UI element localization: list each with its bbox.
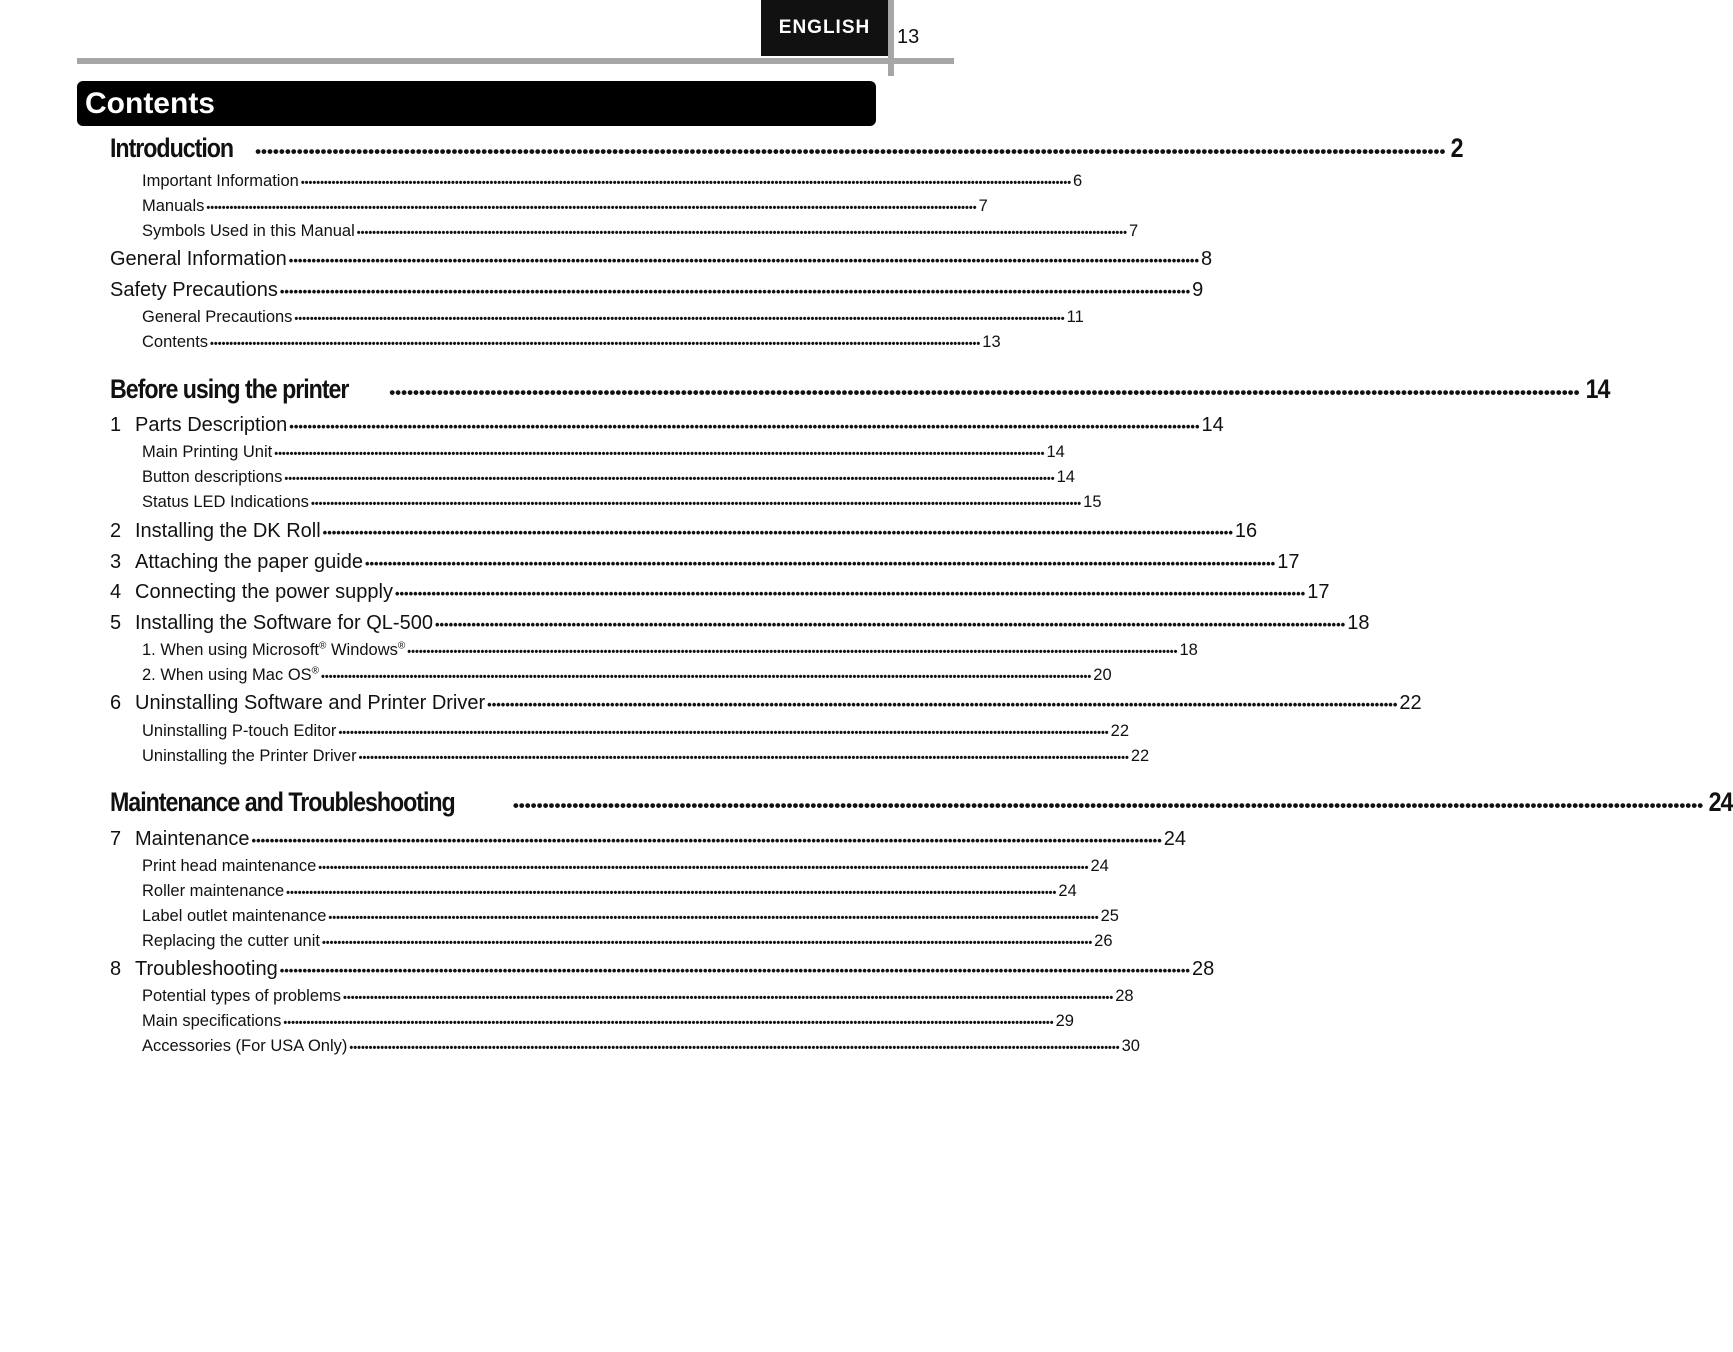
toc-entry-installing-dk-roll[interactable] <box>110 520 1258 544</box>
toc-label: General Information <box>110 248 287 270</box>
toc-entry-important-information[interactable] <box>142 172 1083 192</box>
toc-page: 24 <box>1090 857 1109 875</box>
toc-leader-dots: •••••••••••••••••••••••••••••••••••••••••••••••••••••••••••••••••••••••••••••••••••••••••••••••••••••••••••••••••••••••••••••••••••••••••••••••••••••••••••••••••••••••••••••••••••••••••••••••••••••••• <box>349 1042 1120 1054</box>
toc-leader-dots: •••••••••••••••••••••••••••••••••••••••••••••••••••••••••••••••••••••••••••••••••••••••••••••••••••••••••••••••••••••••••••••••••••••••••••••••••••••••••••••••••••••••••••••••••••••••••••••••••••••••• <box>487 697 1398 712</box>
toc-leader-dots: •••••••••••••••••••••••••••••••••••••••••••••••••••••••••••••••••••••••••••••••••••••••••••••••••••••••••••••••••••••••••••••••••••••••••••••••••••••••••••••••••••••••••••••••••••••••••••••••••••••••• <box>286 887 1057 899</box>
toc-entry-when-windows[interactable] <box>142 640 1198 661</box>
toc-entry-main-printing-unit[interactable] <box>142 443 1065 463</box>
toc-label: Main specifications <box>142 1012 282 1030</box>
toc-label: Potential types of problems <box>142 987 342 1005</box>
toc-label: Label outlet maintenance <box>142 907 327 925</box>
toc-page: 6 <box>1073 172 1083 190</box>
toc-chapter-number: 3 <box>110 551 122 573</box>
registered-mark: ® <box>319 640 327 652</box>
toc-page: 28 <box>1191 958 1215 980</box>
toc-label <box>142 666 319 685</box>
toc-page: 8 <box>1201 248 1213 270</box>
toc-entry-cutter-unit[interactable] <box>142 932 1113 952</box>
registered-mark: ® <box>397 640 406 652</box>
toc-label: Main Printing Unit <box>142 443 273 461</box>
registered-mark: ® <box>311 665 320 677</box>
toc-entry-print-head[interactable] <box>142 857 1109 877</box>
toc-label: Maintenance <box>135 828 250 850</box>
toc-page: 17 <box>1307 581 1330 603</box>
toc-chapter-number: 8 <box>110 958 122 980</box>
toc-page: 22 <box>1110 722 1130 740</box>
toc-page: 7 <box>1128 222 1139 240</box>
toc-label: Connecting the power supply <box>135 581 393 603</box>
toc-entry-manuals[interactable] <box>142 197 988 217</box>
toc-label: Installing the Software for QL-500 <box>135 612 433 634</box>
toc-label: Replacing the cutter unit <box>142 932 320 950</box>
toc-label: Uninstalling Software and Printer Driver <box>135 692 486 714</box>
toc-label: Maintenance and Troubleshooting <box>110 787 455 817</box>
toc-entry-attaching-guide[interactable] <box>110 551 1300 575</box>
toc-leader-dots: •••••••••••••••••••••••••••••••••••••••••••••••••••••••••••••••••••••••••••••••••••••••••••••••••••••••••••••••••••••••••••••••••••••••••••••••••••••••••••••••••••••••••••••••••••••••••••••••••••••••• <box>283 1017 1054 1029</box>
toc-entry-maintenance[interactable] <box>110 828 1187 852</box>
toc-chapter-number: 5 <box>110 612 122 634</box>
toc-label: Symbols Used in this Manual <box>142 222 355 240</box>
toc-entry-connecting-power[interactable] <box>110 581 1330 605</box>
toc-page: 24 <box>1708 787 1733 817</box>
toc-page: 17 <box>1277 551 1300 573</box>
toc-page: 18 <box>1179 641 1198 659</box>
toc-entry-uninstalling-software[interactable] <box>110 692 1422 716</box>
toc-entry-accessories[interactable] <box>142 1037 1140 1057</box>
toc-leader-dots: •••••••••••••••••••••••••••••••••••••••••••••••••••••••••••••••••••••••••••••••••••••••••••••••••••••••••••••••••••••••••••••••••••••••••••••••••••••••••••••••••••••••••••••••••••••••••••••••••••••••• <box>328 912 1099 924</box>
toc-entry-roller[interactable] <box>142 882 1077 902</box>
toc-leader-dots: •••••••••••••••••••••••••••••••••••••••••••••••••••••••••••••••••••••••••••••••••••••••••••••••••••••••••••••••••••••••••••••••••••••••••••••••••••••••••••••••••••••••••••••••••••••••••••••••••••••••• <box>210 338 981 350</box>
toc-label-part: 1. When using Microsoft <box>142 641 319 659</box>
toc-page: 11 <box>1066 308 1084 326</box>
toc-label: Status LED Indications <box>142 493 309 511</box>
toc-entry-contents[interactable] <box>142 333 1001 353</box>
toc-label: Uninstalling P-touch Editor <box>142 722 337 740</box>
toc-entry-main-specs[interactable] <box>142 1012 1074 1032</box>
toc-entry-uninstalling-ptouch[interactable] <box>142 722 1130 742</box>
toc-chapter-number: 1 <box>110 414 122 436</box>
toc-page: 22 <box>1130 747 1150 765</box>
toc-entry-when-mac[interactable] <box>142 665 1112 686</box>
header-rule-vertical <box>888 0 894 76</box>
toc-leader-dots: •••••••••••••••••••••••••••••••••••••••••••••••••••••••••••••••••••••••••••••••••••••••••••••••••••••••••••••••••••••••••••••••••••••••••••••••••••••••••••••••••••••••••••••••••••••••••••••••••••••••• <box>321 937 1093 949</box>
toc-entry-troubleshooting[interactable] <box>110 958 1215 982</box>
toc-label: Safety Precautions <box>110 279 278 301</box>
toc-entry-uninstalling-driver[interactable] <box>142 747 1150 767</box>
toc-leader-dots: •••••••••••••••••••••••••••••••••••••••••••••••••••••••••••••••••••••••••••••••••••••••••••••••••••••••••••••••••••••••••••••••••••••••••••••••••••••••••••••••••••••••••••••••••••••••••••••••••••••••• <box>310 498 1082 510</box>
toc-label: Accessories (For USA Only) <box>142 1037 348 1055</box>
toc-entry-installing-software[interactable] <box>110 612 1370 636</box>
toc-page: 25 <box>1100 907 1119 925</box>
language-tab: ENGLISH <box>761 0 888 56</box>
toc-leader-dots: •••••••••••••••••••••••••••••••••••••••••••••••••••••••••••••••••••••••••••••••••••••••••••••••••••••••••••••••••••••••••••••••••••••••••••••••••••••••••••••••••••••••••••••••••••••••••••••••••••••••• <box>284 473 1055 485</box>
toc-label: Troubleshooting <box>135 958 278 980</box>
toc-page: 20 <box>1093 666 1112 684</box>
toc-entry-label-outlet[interactable] <box>142 907 1119 927</box>
toc-section-introduction[interactable] <box>110 133 1463 165</box>
toc-page: 9 <box>1192 279 1204 301</box>
toc-leader-dots: •••••••••••••••••••••••••••••••••••••••••••••••••••••••••••••••••••••••••••••••••••••••••••••••••••••••••••••••••••••••••••••••••••••••••••••••••••••••••••••••••••••••••••••••••••••••••••••••••••••••• <box>343 992 1114 1004</box>
toc-leader-dots: •••••••••••••••••••••••••••••••••••••••••••••••••••••••••••••••••••••••••••••••••••••••••••••••••••••••••••••••••••••••••••••••••••••••••••••••••••••••••••••••••••••••••••••••••••••••••••••••••••••••• <box>358 752 1129 764</box>
toc-leader-dots: •••••••••••••••••••••••••••••••••••••••••••••••••••••••••••••••••••••••••••••••••••••••••••••••••••••••••••••••••••••••••••••••••••••••••••••••••••••••••••••••••••••••••••••••••••••••••••••••••••••••• <box>322 525 1233 540</box>
toc-label-part: Windows <box>326 641 398 659</box>
toc-label-part: 2. When using Mac OS <box>142 666 312 684</box>
toc-label: Attaching the paper guide <box>135 551 363 573</box>
toc-page: 14 <box>1056 468 1075 486</box>
page-number: 13 <box>897 26 920 48</box>
toc-entry-parts-description[interactable] <box>110 414 1224 438</box>
toc-label: Important Information <box>142 172 299 190</box>
page-title: Contents <box>77 81 876 126</box>
toc-page: 14 <box>1585 374 1609 404</box>
toc-label: Button descriptions <box>142 468 283 486</box>
toc-page: 13 <box>982 333 1001 351</box>
toc-leader-dots: •••••••••••••••••••••••••••••••••••••••••••••••••••••••••••••••••••••••••••••••••••••••••••••••••••••••••••••••••••••••••••••••••••••••••••••••••••••••••••••••••••••••••••••••••••••••••••••••••••••••• <box>389 383 1580 402</box>
toc-chapter-number: 2 <box>110 520 122 542</box>
toc-leader-dots: •••••••••••••••••••••••••••••••••••••••••••••••••••••••••••••••••••••••••••••••••••••••••••••••••••••••••••••••••••••••••••••••••••••••••••••••••••••••••••••••••••••••••••••••••••••••••••••••••••••••• <box>318 862 1089 874</box>
toc-leader-dots: •••••••••••••••••••••••••••••••••••••••••••••••••••••••••••••••••••••••••••••••••••••••••••••••••••••••••••••••••••••••••••••••••••••••••••••••••••••••••••••••••••••••••••••••••••••••••••••••••••••••• <box>279 284 1191 299</box>
toc-label <box>142 641 405 660</box>
toc-section-before-using[interactable] <box>110 374 1609 406</box>
header-rule <box>77 58 954 64</box>
toc-entry-general-precautions[interactable] <box>142 308 1084 328</box>
toc-page: 28 <box>1115 987 1134 1005</box>
toc-leader-dots: •••••••••••••••••••••••••••••••••••••••••••••••••••••••••••••••••••••••••••••••••••••••••••••••••••••••••••••••••••••••••••••••••••••••••••••••••••••••••••••••••••••••••••••••••••••••••••••••••••••••• <box>434 617 1346 632</box>
toc-label: Installing the DK Roll <box>135 520 321 542</box>
toc-entry-potential-problems[interactable] <box>142 987 1134 1007</box>
toc-page: 15 <box>1083 493 1102 511</box>
toc-label: Uninstalling the Printer Driver <box>142 747 357 765</box>
toc-leader-dots: •••••••••••••••••••••••••••••••••••••••••••••••••••••••••••••••••••••••••••••••••••••••••••••••••••••••••••••••••••••••••••••••••••••••••••••••••••••••••••••••••••••••••••••••••••••••••••••••••••••••• <box>300 177 1072 189</box>
toc-leader-dots: •••••••••••••••••••••••••••••••••••••••••••••••••••••••••••••••••••••••••••••••••••••••••••••••••••••••••••••••••••••••••••••••••••••••••••••••••••••••••••••••••••••••••••••••••••••••••••••••••••••••• <box>288 253 1200 268</box>
toc-label: Contents <box>142 333 209 351</box>
toc-leader-dots: •••••••••••••••••••••••••••••••••••••••••••••••••••••••••••••••••••••••••••••••••••••••••••••••••••••••••••••••••••••••••••••••••••••••••••••••••••••••••••••••••••••••••••••••••••••••••••••••••••••••• <box>251 833 1162 848</box>
toc-entry-button-descriptions[interactable] <box>142 468 1075 488</box>
toc-page: 14 <box>1046 443 1065 461</box>
toc-page: 2 <box>1451 133 1463 163</box>
toc-leader-dots: •••••••••••••••••••••••••••••••••••••••••••••••••••••••••••••••••••••••••••••••••••••••••••••••••••••••••••••••••••••••••••••••••••••••••••••••••••••••••••••••••••••••••••••••••••••••••••••••••••••••• <box>279 963 1190 978</box>
toc-leader-dots: •••••••••••••••••••••••••••••••••••••••••••••••••••••••••••••••••••••••••••••••••••••••••••••••••••••••••••••••••••••••••••••••••••••••••••••••••••••••••••••••••••••••••••••••••••••••••••••••••••••••• <box>255 142 1446 161</box>
toc-entry-general-information[interactable] <box>110 248 1213 272</box>
toc-entry-status-led[interactable] <box>142 493 1102 513</box>
toc-leader-dots: •••••••••••••••••••••••••••••••••••••••••••••••••••••••••••••••••••••••••••••••••••••••••••••••••••••••••••••••••••••••••••••••••••••••••••••••••••••••••••••••••••••••••••••••••••••••••••••••••••••••• <box>512 796 1704 815</box>
toc-leader-dots: •••••••••••••••••••••••••••••••••••••••••••••••••••••••••••••••••••••••••••••••••••••••••••••••••••••••••••••••••••••••••••••••••••••••••••••••••••••••••••••••••••••••••••••••••••••••••••••••••••••••• <box>364 556 1276 571</box>
toc-leader-dots: •••••••••••••••••••••••••••••••••••••••••••••••••••••••••••••••••••••••••••••••••••••••••••••••••••••••••••••••••••••••••••••••••••••••••••••••••••••••••••••••••••••••••••••••••••••••••••••••••••••••• <box>289 419 1200 434</box>
toc-chapter-number: 7 <box>110 828 122 850</box>
toc-page: 29 <box>1055 1012 1074 1030</box>
toc-label: Roller maintenance <box>142 882 285 900</box>
toc-leader-dots: •••••••••••••••••••••••••••••••••••••••••••••••••••••••••••••••••••••••••••••••••••••••••••••••••••••••••••••••••••••••••••••••••••••••••••••••••••••••••••••••••••••••••••••••••••••••••••••••••••••••• <box>407 646 1178 658</box>
toc-label: Before using the printer <box>110 374 349 404</box>
toc-page: 22 <box>1399 692 1422 714</box>
toc-chapter-number: 6 <box>110 692 122 714</box>
toc-page: 14 <box>1201 414 1224 436</box>
toc-page: 24 <box>1163 828 1187 850</box>
toc-leader-dots: •••••••••••••••••••••••••••••••••••••••••••••••••••••••••••••••••••••••••••••••••••••••••••••••••••••••••••••••••••••••••••••••••••••••••••••••••••••••••••••••••••••••••••••••••••••••••••••••••••••••• <box>356 227 1127 239</box>
toc-page: 24 <box>1058 882 1077 900</box>
toc-page: 7 <box>978 197 988 215</box>
toc-label: General Precautions <box>142 308 293 326</box>
toc-label: Print head maintenance <box>142 857 317 875</box>
toc-entry-safety-precautions[interactable] <box>110 279 1204 303</box>
toc-page: 16 <box>1234 520 1258 542</box>
toc-leader-dots: •••••••••••••••••••••••••••••••••••••••••••••••••••••••••••••••••••••••••••••••••••••••••••••••••••••••••••••••••••••••••••••••••••••••••••••••••••••••••••••••••••••••••••••••••••••••••••••••••••••••• <box>294 313 1065 325</box>
toc-leader-dots: •••••••••••••••••••••••••••••••••••••••••••••••••••••••••••••••••••••••••••••••••••••••••••••••••••••••••••••••••••••••••••••••••••••••••••••••••••••••••••••••••••••••••••••••••••••••••••••••••••••••• <box>338 727 1109 739</box>
toc-page: 30 <box>1121 1037 1140 1055</box>
toc-page: 18 <box>1347 612 1370 634</box>
toc-section-maintenance-troubleshooting[interactable] <box>110 787 1733 819</box>
toc-chapter-number: 4 <box>110 581 122 603</box>
toc-leader-dots: •••••••••••••••••••••••••••••••••••••••••••••••••••••••••••••••••••••••••••••••••••••••••••••••••••••••••••••••••••••••••••••••••••••••••••••••••••••••••••••••••••••••••••••••••••••••••••••••••••••••• <box>206 202 977 214</box>
toc-leader-dots: •••••••••••••••••••••••••••••••••••••••••••••••••••••••••••••••••••••••••••••••••••••••••••••••••••••••••••••••••••••••••••••••••••••••••••••••••••••••••••••••••••••••••••••••••••••••••••••••••••••••• <box>394 586 1306 601</box>
toc-leader-dots: •••••••••••••••••••••••••••••••••••••••••••••••••••••••••••••••••••••••••••••••••••••••••••••••••••••••••••••••••••••••••••••••••••••••••••••••••••••••••••••••••••••••••••••••••••••••••••••••••••••••• <box>321 671 1092 683</box>
toc-label: Introduction <box>110 133 234 163</box>
toc-page: 26 <box>1094 932 1113 950</box>
toc-label: Manuals <box>142 197 205 215</box>
toc-leader-dots: •••••••••••••••••••••••••••••••••••••••••••••••••••••••••••••••••••••••••••••••••••••••••••••••••••••••••••••••••••••••••••••••••••••••••••••••••••••••••••••••••••••••••••••••••••••••••••••••••••••••• <box>274 448 1045 460</box>
toc-entry-symbols[interactable] <box>142 222 1139 242</box>
toc-label: Parts Description <box>135 414 288 436</box>
